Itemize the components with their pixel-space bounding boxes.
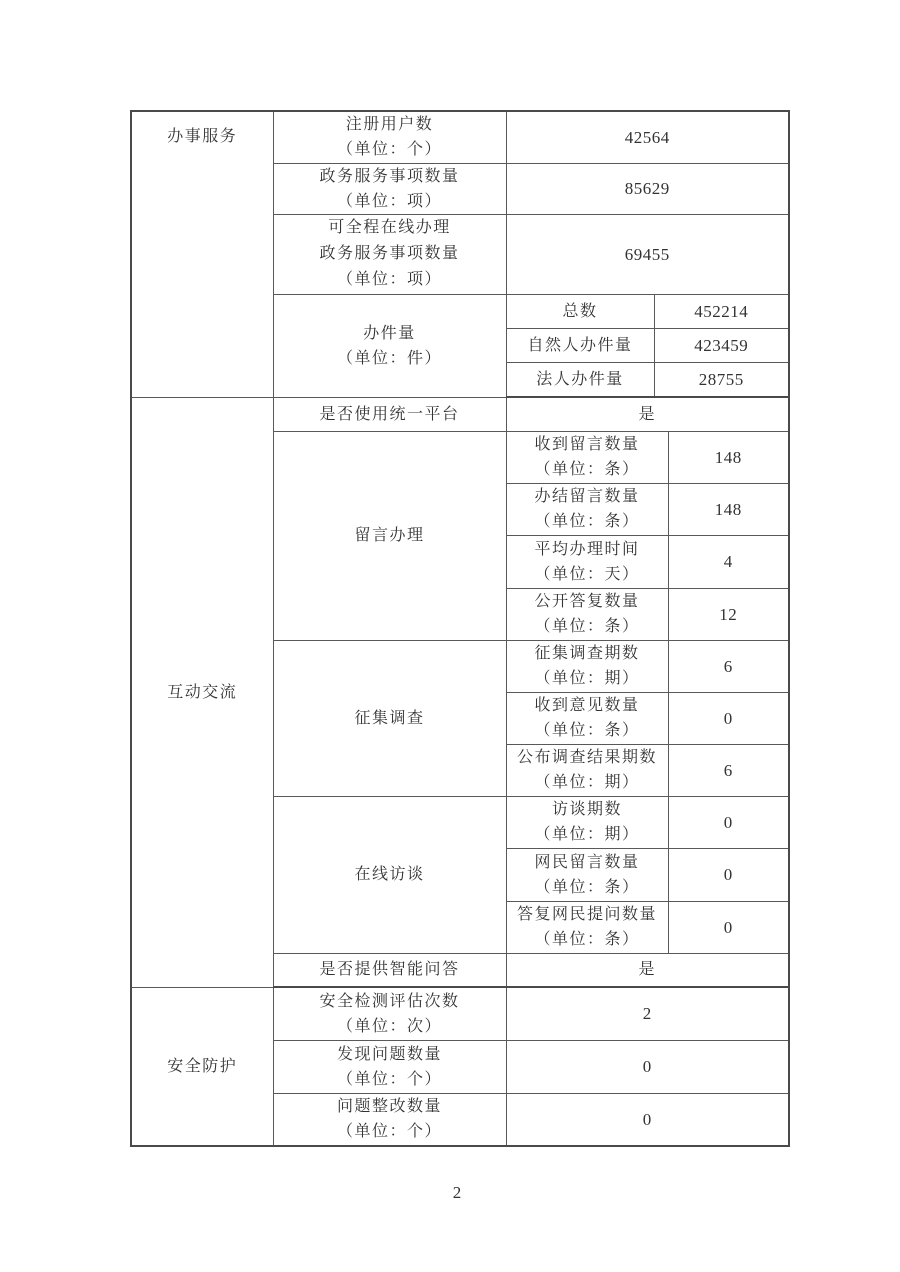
section-label-service [131, 111, 273, 397]
problems-found-label: 发现问题数量 （单位：个） [273, 1040, 506, 1093]
avg-handling-time-value: 4 [668, 535, 789, 588]
online-service-items-value: 69455 [506, 214, 789, 294]
public-replies-value: 12 [668, 588, 789, 640]
problems-rectified-label: 问题整改数量 （单位：个） [273, 1093, 506, 1146]
annual-report-table [130, 110, 790, 1147]
service-items-label: 政务服务事项数量 （单位：项） [273, 163, 506, 214]
messages-resolved-value: 148 [668, 483, 789, 535]
public-replies-label: 公开答复数量 （单位：条） [506, 588, 668, 640]
messages-resolved-label: 办结留言数量 （单位：条） [506, 483, 668, 535]
section-label-text: 互动交流 [167, 683, 238, 701]
interview-issues-value: 0 [668, 796, 789, 848]
security-checks-label: 安全检测评估次数 （单位：次） [273, 987, 506, 1040]
problems-rectified-value: 0 [506, 1093, 789, 1146]
case-natural-person-value: 423459 [654, 328, 789, 362]
questions-answered-label: 答复网民提问数量 （单位：条） [506, 901, 668, 953]
section-label-security [131, 987, 273, 1146]
smart-qa-label: 是否提供智能问答 [273, 953, 506, 987]
messages-received-value: 148 [668, 431, 789, 483]
netizen-messages-label: 网民留言数量 （单位：条） [506, 848, 668, 901]
survey-issues-value: 6 [668, 640, 789, 692]
avg-handling-time-label: 平均办理时间 （单位：天） [506, 535, 668, 588]
smart-qa-value: 是 [506, 953, 789, 987]
case-total-value: 452214 [654, 294, 789, 328]
section-label-text: 安全防护 [167, 1057, 238, 1075]
opinions-received-value: 0 [668, 692, 789, 744]
registered-users-value: 42564 [506, 111, 789, 163]
section-label-text: 办事服务 [167, 128, 238, 145]
case-legal-person-value: 28755 [654, 362, 789, 397]
interview-issues-label: 访谈期数 （单位：期） [506, 796, 668, 848]
security-checks-value: 2 [506, 987, 789, 1040]
section-label-interaction [131, 397, 273, 987]
netizen-messages-value: 0 [668, 848, 789, 901]
table-row [131, 111, 789, 163]
results-published-value: 6 [668, 744, 789, 796]
page-number: 2 [452, 1183, 462, 1202]
online-interview-label: 在线访谈 [273, 796, 506, 953]
questions-answered-value: 0 [668, 901, 789, 953]
case-legal-person-label: 法人办件量 [506, 362, 654, 397]
survey-issues-label: 征集调查期数 （单位：期） [506, 640, 668, 692]
survey-label: 征集调查 [273, 640, 506, 796]
problems-found-value: 0 [506, 1040, 789, 1093]
registered-users-label: 注册用户数 （单位：个） [273, 111, 506, 163]
message-handling-label: 留言办理 [273, 431, 506, 640]
messages-received-label: 收到留言数量 （单位：条） [506, 431, 668, 483]
results-published-label: 公布调查结果期数 （单位：期） [506, 744, 668, 796]
case-natural-person-label: 自然人办件量 [506, 328, 654, 362]
online-service-items-label: 可全程在线办理 政务服务事项数量 （单位：项） [273, 214, 506, 294]
table-row [131, 397, 789, 431]
opinions-received-label: 收到意见数量 （单位：条） [506, 692, 668, 744]
table-row [131, 987, 789, 1040]
case-volume-label: 办件量 （单位：件） [273, 294, 506, 397]
unified-platform-label: 是否使用统一平台 [273, 397, 506, 431]
case-total-label: 总数 [506, 294, 654, 328]
service-items-value: 85629 [506, 163, 789, 214]
unified-platform-value: 是 [506, 397, 789, 431]
